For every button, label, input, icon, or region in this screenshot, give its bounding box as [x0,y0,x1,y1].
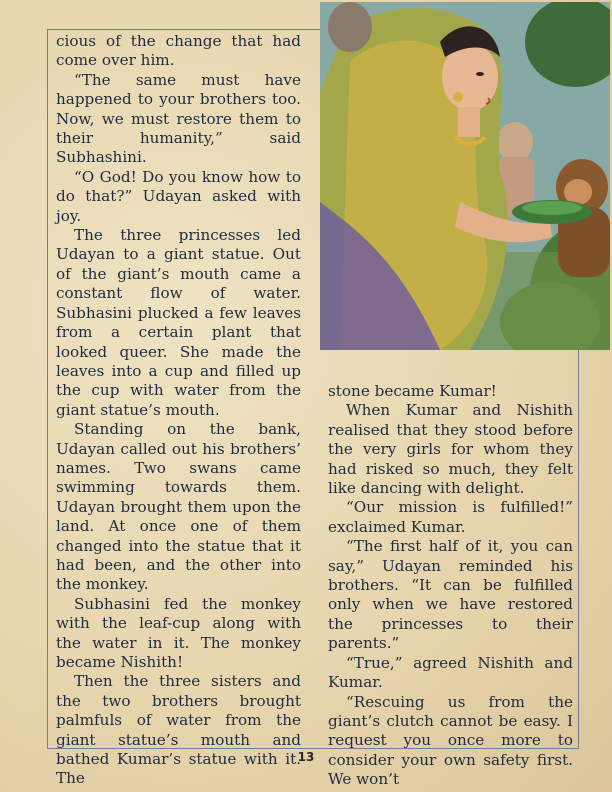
paragraph: When Kumar and Nishith realised that they stood before the very girls for whom they had risked so much, they felt like dancing with delight. [328,401,573,498]
princess-with-leaf-cup-illustration [320,2,610,350]
story-illustration [320,2,610,350]
paragraph: “True,” agreed Nishith and Kumar. [328,653,573,692]
right-text-column [328,382,573,790]
paragraph: “Rescuing us from the giant’s clutch cannot be easy. I request you once more to consider your own safety first. We won’t [328,692,573,789]
paragraph: stone became Kumar! [328,382,497,400]
paragraph: “The first half of it, you can say,” Udayan reminded his brothers. “It can be fulfilled only when we have restored the princesses to their parents.” [328,537,573,653]
paragraph: cious of the change that had come over him. [56,32,301,70]
page-number: 13 [297,750,315,764]
paragraph: “The same must have happened to your brothers too. Now, we must restore them to their humanity,” said Subhashini. [56,70,301,167]
paragraph: Then the three sisters and the two brothers brought palmfuls of water from the giant statue’s mouth and bathed Kumar’s statue with it. The [56,672,301,788]
paragraph: “O God! Do you know how to do that?” Udayan asked with joy. [56,167,301,225]
left-text-column [56,32,301,789]
paragraph: Standing on the bank, Udayan called out his brothers’ names. Two swans came swimming towards them. Udayan brought them upon the land. At once one of them changed into the statue that it had been, and the other into the monkey. [56,420,301,594]
paragraph: The three princesses led Udayan to a giant statue. Out of the giant’s mouth came a constant flow of water. Subhasini plucked a few leaves from a certain plant that looked queer. She made the leaves into a cup and filled up the cup with water from the giant statue’s mouth. [56,226,301,419]
paragraph: Subhasini fed the monkey with the leaf-cup along with the water in it. The monkey became Nishith! [56,594,301,671]
paragraph: “Our mission is fulfilled!” exclaimed Kumar. [328,498,573,536]
